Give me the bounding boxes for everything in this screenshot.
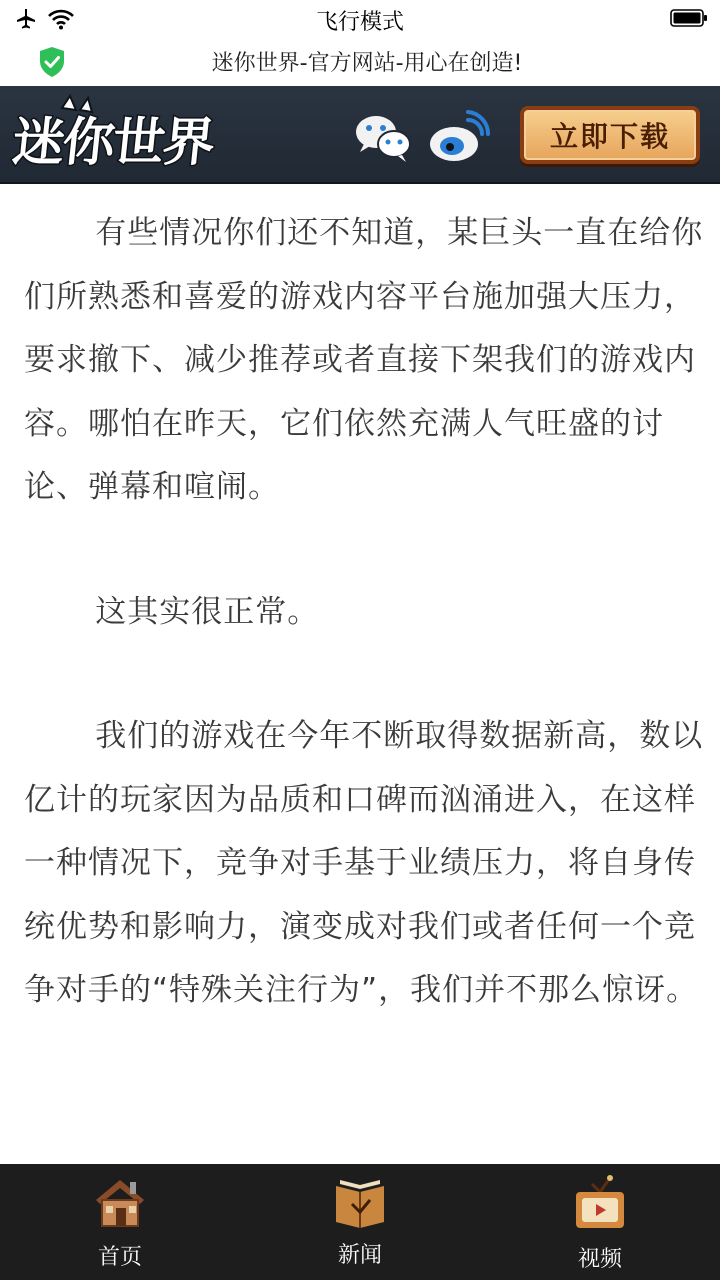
page-title: 迷你世界-官方网站-用心在创造! [211,51,523,76]
tab-news[interactable] [240,1164,480,1280]
status-title: 飞行模式 [315,10,404,35]
wechat-icon[interactable] [354,110,412,164]
battery-icon [670,9,708,27]
download-button[interactable]: 立即下载 [520,106,700,164]
book-icon [330,1172,390,1232]
tab-home-label: 首页 [97,1245,142,1270]
tv-icon [570,1172,630,1232]
svg-text:迷你世界: 迷你世界 [10,114,216,172]
house-icon [90,1172,150,1232]
status-bar [0,0,720,38]
address-bar[interactable] [0,38,720,86]
article-paragraph: 我们的游戏在今年不断取得数据新高，数以亿计的玩家因为品质和口碑而汹涌进入，在这样一种情况下，竞争对手基于业绩压力，将自身传统优势和影响力，演变成对我们或者任何一个竞争对手的“特殊关注行为”，我们并不那么惊讶。 [24,718,704,1008]
article-body [24,202,704,1084]
article-paragraph: 有些情况你们还不知道，某巨头一直在给你们所熟悉和喜爱的游戏内容平台施加强大压力，要求撤下、减少推荐或者直接下架我们的游戏内容。哪怕在昨天，它们依然充满人气旺盛的讨论、弹幕和喧闹。 [24,215,704,505]
mini-world-logo[interactable] [10,94,228,174]
tab-video-label: 视频 [577,1247,622,1272]
tab-news-label: 新闻 [337,1243,382,1268]
weibo-icon[interactable] [428,110,490,164]
tab-home[interactable] [0,1164,240,1280]
article-paragraph: 这其实很正常。 [95,593,320,630]
tab-video[interactable] [480,1164,720,1280]
bottom-tab-bar [0,1164,720,1280]
